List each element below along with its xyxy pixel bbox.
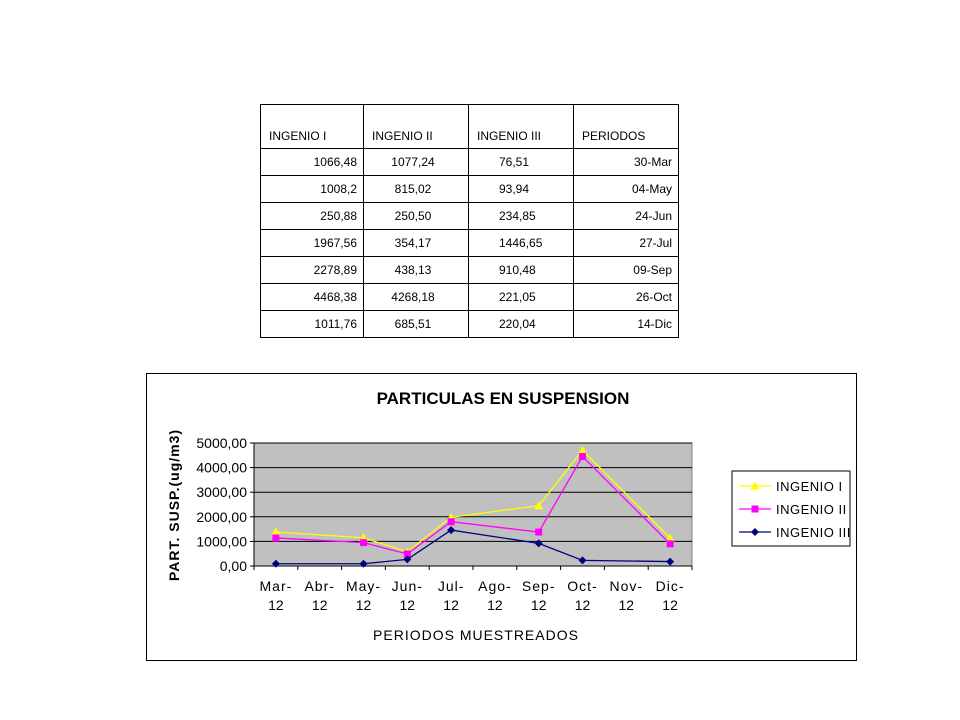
table-row <box>261 284 679 311</box>
table-cell: 24-Jun <box>574 203 679 230</box>
data-point <box>448 518 455 525</box>
y-tick-label: 4000,00 <box>196 459 247 476</box>
table-cell: 685,51 <box>364 311 469 338</box>
x-tick-label: 12 <box>355 597 372 613</box>
table-cell: 14-Dic <box>574 311 679 338</box>
x-tick-label: 12 <box>618 597 635 613</box>
table-cell: 27-Jul <box>574 230 679 257</box>
data-point <box>360 539 367 546</box>
legend-marker <box>752 506 759 513</box>
chart-title: PARTICULAS EN SUSPENSION <box>376 389 630 408</box>
chart-frame <box>146 373 857 661</box>
table-cell: 1008,2 <box>261 176 364 203</box>
table-cell: 1077,24 <box>364 149 469 176</box>
table-cell: 09-Sep <box>574 257 679 284</box>
table-cell: 234,85 <box>469 203 574 230</box>
table-cell: 1066,48 <box>261 149 364 176</box>
legend-entry: INGENIO I <box>776 479 843 494</box>
x-tick-label: May- <box>345 578 382 594</box>
legend-entry: INGENIO II <box>776 502 847 517</box>
x-tick-label: 12 <box>268 597 284 613</box>
x-tick-label: Sep- <box>521 578 556 594</box>
table-row <box>261 203 679 230</box>
table-cell: 4468,38 <box>261 284 364 311</box>
table-cell: 220,04 <box>469 311 574 338</box>
table-cell: 815,02 <box>364 176 469 203</box>
data-point <box>272 534 279 541</box>
table-cell: 1967,56 <box>261 230 364 257</box>
table-cell: 438,13 <box>364 257 469 284</box>
table-cell: 1446,65 <box>469 230 574 257</box>
x-tick-label: Nov- <box>609 578 644 594</box>
table-cell: 250,88 <box>261 203 364 230</box>
legend-entry: INGENIO III <box>776 525 851 540</box>
column-header: INGENIO II <box>364 105 469 149</box>
table-cell: 250,50 <box>364 203 469 230</box>
x-tick-label: Jun- <box>391 578 423 594</box>
x-tick-label: 12 <box>311 597 328 613</box>
plot-area <box>254 443 692 566</box>
table-cell: 93,94 <box>469 176 574 203</box>
y-tick-label: 5000,00 <box>196 435 247 451</box>
table-row <box>261 257 679 284</box>
column-header: INGENIO I <box>261 105 364 149</box>
x-tick-label: 12 <box>487 597 503 613</box>
x-tick-label: Ago- <box>478 578 512 594</box>
table-cell: 30-Mar <box>574 149 679 176</box>
table-cell: 1011,76 <box>261 311 364 338</box>
data-point <box>579 453 586 460</box>
x-tick-label: Abr- <box>304 578 335 594</box>
y-tick-label: 1000,00 <box>196 533 247 550</box>
x-axis-label: PERIODOS MUESTREADOS <box>373 627 579 643</box>
x-tick-label: 12 <box>574 597 591 613</box>
x-tick-label: Oct- <box>567 578 598 594</box>
x-tick-label: 12 <box>443 597 459 613</box>
table-cell: 76,51 <box>469 149 574 176</box>
y-axis-label: PART. SUSP.(ug/m3) <box>166 428 182 582</box>
x-tick-label: 12 <box>662 597 678 613</box>
table-cell: 4268,18 <box>364 284 469 311</box>
table-row <box>261 149 679 176</box>
data-table <box>260 104 679 338</box>
table-cell: 2278,89 <box>261 257 364 284</box>
table-header-row <box>261 105 679 149</box>
x-tick-label: 12 <box>530 597 547 613</box>
x-tick-label: Dic- <box>655 578 685 594</box>
table-cell: 221,05 <box>469 284 574 311</box>
table-cell: 04-May <box>574 176 679 203</box>
table-cell: 26-Oct <box>574 284 679 311</box>
line-chart <box>147 374 856 660</box>
table-row <box>261 311 679 338</box>
column-header: PERIODOS <box>574 105 679 149</box>
column-header: INGENIO III <box>469 105 574 149</box>
data-point <box>535 529 542 536</box>
table-cell: 910,48 <box>469 257 574 284</box>
table-row <box>261 230 679 257</box>
y-tick-label: 3000,00 <box>196 484 247 501</box>
y-tick-label: 2000,00 <box>196 508 247 525</box>
x-tick-label: Jul- <box>437 578 465 594</box>
table-cell: 354,17 <box>364 230 469 257</box>
x-tick-label: 12 <box>399 597 416 613</box>
table-row <box>261 176 679 203</box>
x-tick-label: Mar- <box>259 578 293 594</box>
y-tick-label: 0,00 <box>219 558 247 574</box>
data-point <box>667 540 674 547</box>
